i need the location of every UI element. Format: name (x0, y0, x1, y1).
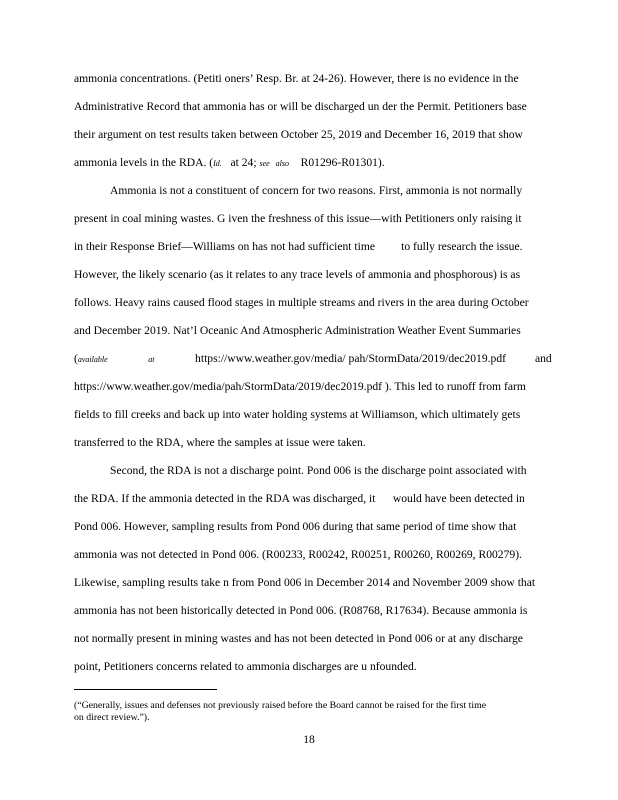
page-number: 18 (303, 733, 315, 746)
body-line: transferred to the RDA, where the samples at issue were taken. (74, 436, 366, 449)
body-line: point, Petitioners concerns related to ammonia discharges are u nfounded. (74, 660, 417, 673)
body-line: present in coal mining wastes. G iven the freshness of this issue—with Petitioners only raising it (74, 212, 522, 225)
paragraph-start: Second, the RDA is not a discharge point. Pond 006 is the discharge point associated with (110, 464, 527, 477)
body-line: fields to fill creeks and back up into water holding systems at Williamson, which ultimately gets (74, 408, 521, 421)
body-line: Likewise, sampling results take n from Pond 006 in December 2014 and November 2009 show that (74, 576, 536, 589)
body-line-citation: ammonia levels in the RDA. (Id. at 24; see also R01296-R01301). (74, 156, 385, 169)
body-line: not normally present in mining wastes and has not been detected in Pond 006 or at any discharge (74, 632, 523, 645)
body-line: https://www.weather.gov/media/pah/StormData/2019/dec2019.pdf ). This led to runoff from farm (74, 380, 526, 393)
body-line: follows. Heavy rains caused flood stages in multiple streams and rivers in the area during October (74, 296, 529, 309)
body-line: in their Response Brief—Williams on has not had sufficient time to fully research the issue. (74, 240, 523, 253)
body-line: Administrative Record that ammonia has or will be discharged un der the Permit. Petitioners base (74, 100, 527, 113)
body-line: ammonia was not detected in Pond 006. (R00233, R00242, R00251, R00260, R00269, R00279). (74, 548, 522, 561)
body-line: and December 2019. Nat’l Oceanic And Atmospheric Administration Weather Event Summaries (74, 324, 521, 337)
footnote-line: (“Generally, issues and defenses not previously raised before the Board cannot be raised for the first time (74, 700, 487, 711)
body-line: ammonia has not been historically detected in Pond 006. (R08768, R17634). Because ammonia is (74, 604, 528, 617)
body-line: ammonia concentrations. (Petiti oners’ Resp. Br. at 24-26). However, there is no evidence in the (74, 72, 519, 85)
body-line: However, the likely scenario (as it relates to any trace levels of ammonia and phosphorous) is as (74, 268, 521, 281)
footnote-line: on direct review.”). (74, 712, 150, 723)
body-line: Pond 006. However, sampling results from Pond 006 during that same period of time show that (74, 520, 517, 533)
body-line-citation: (available at https://www.weather.gov/media/ pah/StormData/2019/dec2019.pdf and (74, 352, 552, 365)
footnote-separator (74, 689, 217, 690)
body-line: the RDA. If the ammonia detected in the RDA was discharged, it would have been detected in (74, 492, 525, 505)
paragraph-start: Ammonia is not a constituent of concern for two reasons. First, ammonia is not normally (110, 184, 523, 197)
body-line: their argument on test results taken between October 25, 2019 and December 16, 2019 that show (74, 128, 523, 141)
